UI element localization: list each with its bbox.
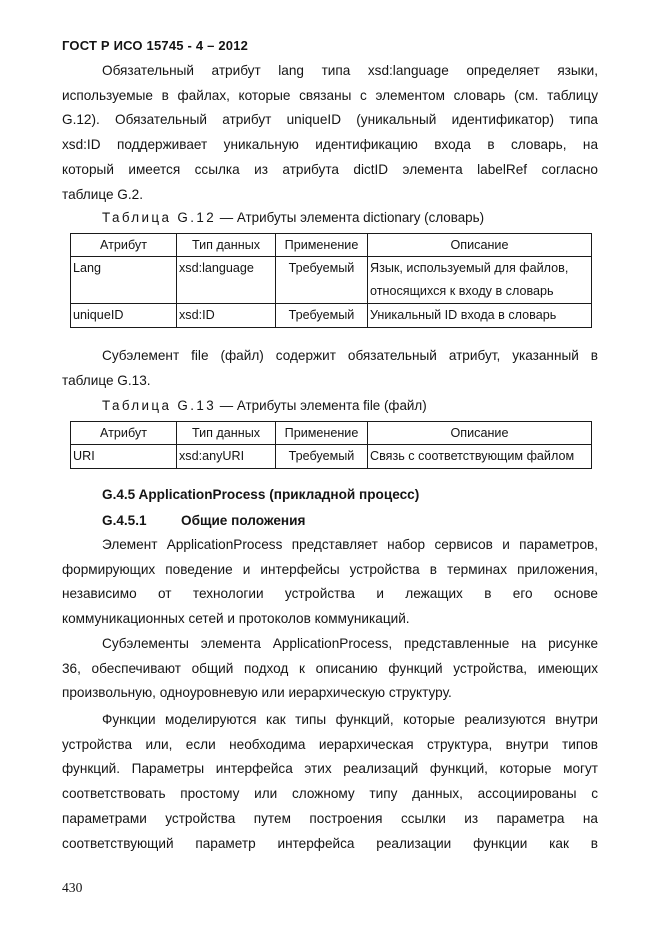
column-header: Тип данных	[177, 234, 276, 257]
column-header: Описание	[368, 422, 592, 445]
table-header-row	[71, 422, 592, 445]
column-header: Тип данных	[177, 422, 276, 445]
cell-attribute: uniqueID	[71, 304, 177, 328]
table-row	[71, 445, 592, 469]
table-caption-g12: Таблица G.12 — Атрибуты элемента dictionary (словарь)	[102, 210, 485, 225]
cell-description: Связь с соответствующим файлом	[368, 445, 592, 469]
cell-description: Уникальный ID входа в словарь	[368, 304, 592, 328]
subsection-number: G.4.5.1	[102, 513, 147, 528]
column-header: Атрибут	[71, 422, 177, 445]
table-row	[71, 257, 592, 304]
text-line: xsd:ID поддерживает уникальную идентификацию входа в словарь, на	[62, 137, 598, 153]
text-line: Элемент ApplicationProcess представляет набор сервисов и параметров,	[102, 537, 598, 552]
text-line: Субэлемент file (файл) содержит обязательный атрибут, указанный в	[102, 348, 598, 363]
paragraph-functions	[62, 708, 598, 856]
text-line: используемые в файлах, которые связаны с элементом словарь (см. таблицу	[62, 87, 598, 103]
text-line: произвольную, одноуровневую или иерархическую структуру.	[62, 685, 452, 701]
text-line: коммуникационных сетей и протоколов коммуникаций.	[62, 611, 410, 627]
text-line: соответствовать простому или сложному типу данных, ассоциированы с	[62, 786, 598, 802]
table-g13-file-attributes	[70, 421, 592, 469]
cell-attribute: Lang	[71, 257, 177, 304]
text-line: который имеется ссылка из атрибута dictID элемента labelRef согласно	[62, 161, 598, 177]
text-line: 36, обеспечивают общий подход к описанию функций устройства, имеющих	[62, 660, 598, 676]
cell-usage: Требуемый	[276, 445, 368, 469]
table-g12-dictionary-attributes	[70, 233, 592, 328]
column-header: Описание	[368, 234, 592, 257]
cell-data-type: xsd:ID	[177, 304, 276, 328]
paragraph-file-subelement	[62, 344, 598, 393]
cell-usage: Требуемый	[276, 257, 368, 304]
cell-description: Язык, используемый для файлов, относящихся к входу в словарь	[368, 257, 592, 304]
table-header-row	[71, 234, 592, 257]
text-line: параметрами устройства путем построения ссылки из параметра на	[62, 810, 598, 826]
text-line: формирующих поведение и интерфейсы устройства в терминах приложения,	[62, 561, 598, 577]
subsection-title: Общие положения	[181, 513, 306, 528]
text-line: Субэлементы элемента ApplicationProcess, представленные на рисунке	[102, 636, 598, 651]
text-line: таблице G.2.	[62, 186, 143, 202]
cell-data-type: xsd:anyURI	[177, 445, 276, 469]
cell-attribute: URI	[71, 445, 177, 469]
text-line: G.12). Обязательный атрибут uniqueID (уникальный идентификатор) типа	[62, 112, 598, 128]
text-line: функций. Параметры интерфейса этих реализаций функций, которые могут	[62, 761, 598, 777]
table-caption-g13: Таблица G.13 — Атрибуты элемента file (файл)	[102, 398, 427, 413]
paragraph-subelements	[62, 632, 598, 706]
paragraph-lang-attribute	[62, 59, 598, 207]
column-header: Применение	[276, 422, 368, 445]
column-header: Применение	[276, 234, 368, 257]
section-heading: G.4.5 ApplicationProcess (прикладной процесс)	[102, 487, 420, 502]
text-line: Обязательный атрибут lang типа xsd:language определяет языки,	[102, 63, 598, 78]
text-line: таблице G.13.	[62, 372, 151, 388]
document-header: ГОСТ Р ИСО 15745 - 4 – 2012	[62, 38, 249, 53]
column-header: Атрибут	[71, 234, 177, 257]
text-line: соответствующий параметр интерфейса реализации функции как в	[62, 835, 598, 851]
page-number: 430	[62, 880, 83, 895]
cell-usage: Требуемый	[276, 304, 368, 328]
text-line: Функции моделируются как типы функций, которые реализуются внутри	[102, 712, 598, 727]
cell-data-type: xsd:language	[177, 257, 276, 304]
table-row	[71, 304, 592, 328]
text-line: устройства или, если необходима иерархическая структура, внутри типов	[62, 736, 598, 752]
text-line: независимо от технологии устройства и лежащих в его основе	[62, 586, 598, 602]
paragraph-application-process	[62, 533, 598, 632]
